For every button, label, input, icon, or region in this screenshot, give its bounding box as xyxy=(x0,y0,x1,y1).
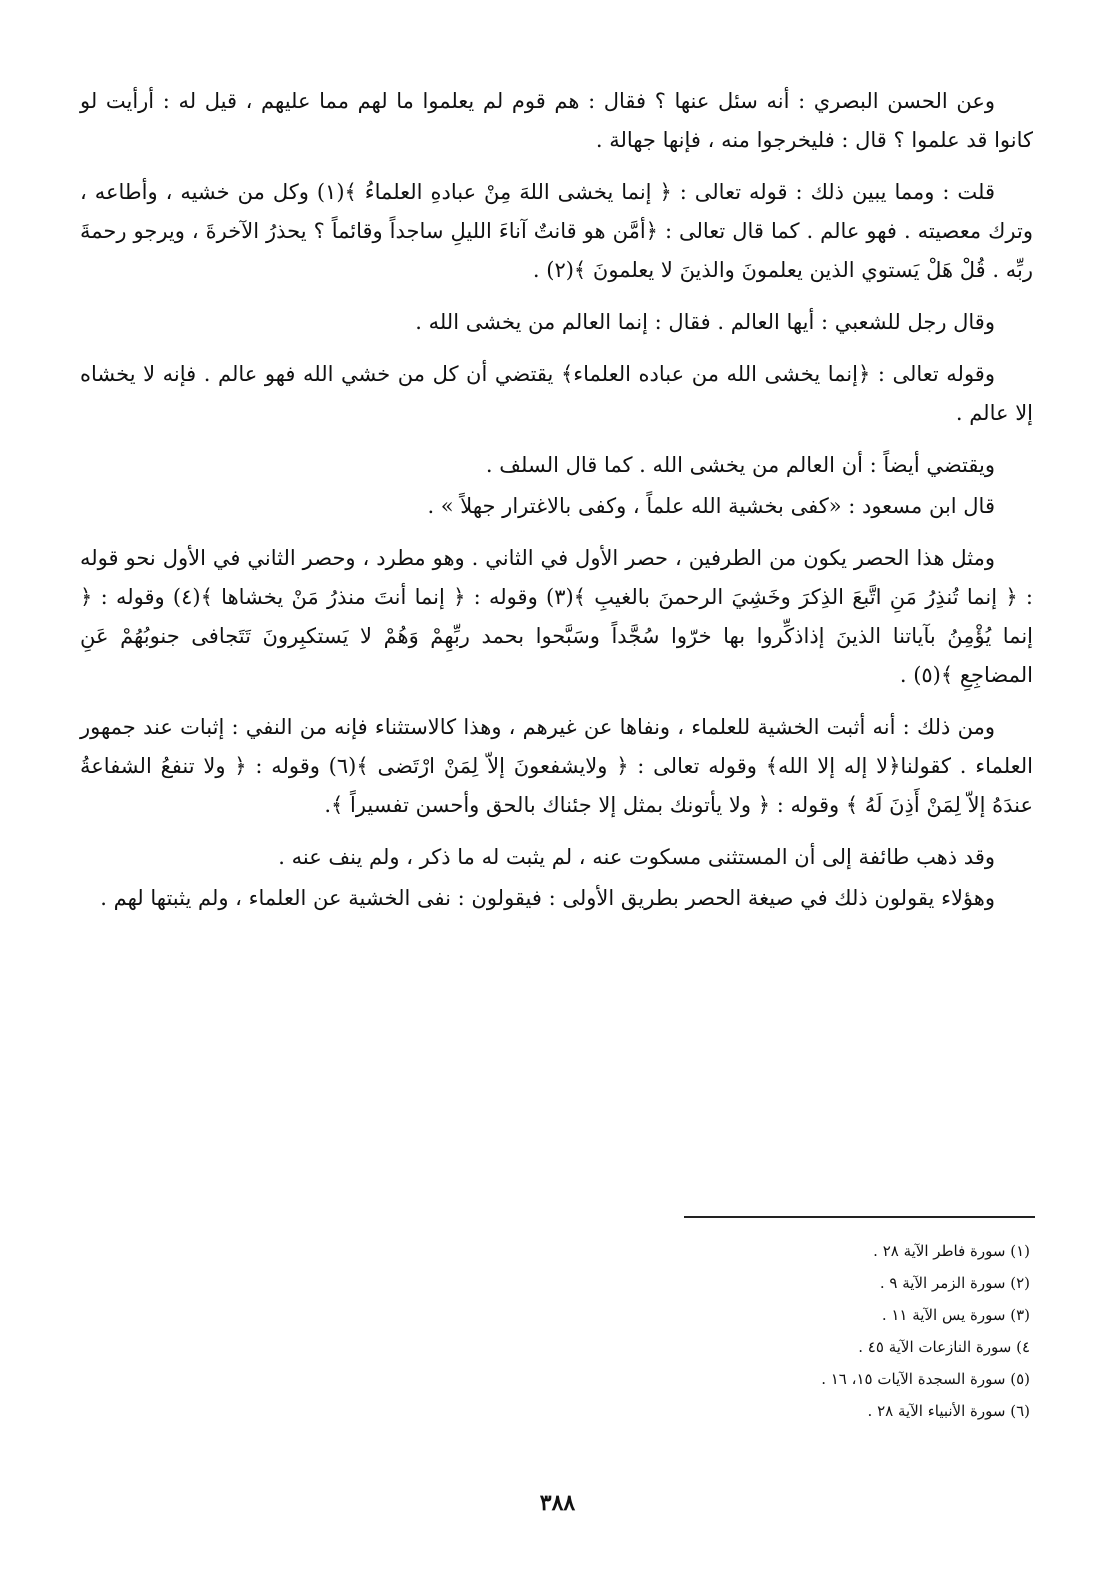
main-text xyxy=(80,82,1033,931)
paragraph-salaf: ويقتضي أيضاً : أن العالم من يخشى الله . كما قال السلف . xyxy=(485,453,995,477)
paragraph-khashya-verse: قلت : ومما يبين ذلك : قوله تعالى : ﴿ إنما يخشى اللهَ مِنْ عبادهِ العلماءُ ﴾(١) وكل من خشيه ، وأطاعه ، وترك معصيته . فهو عالم . كما قال تعالى : ﴿أمَّن هو قانتٌ آناءَ الليلِ ساجداً وقائماً ؟ يحذرُ الآخرةَ ، ويرجو رحمةَ ربِّه . قُلْ هَلْ يَستوي الذين يعلمونَ والذينَ لا يعلمونَ ﴾(٢) . xyxy=(80,180,1033,282)
paragraph-hasr-awla: وهؤلاء يقولون ذلك في صيغة الحصر بطريق الأولى : فيقولون : نفى الخشية عن العلماء ، ولم يثبتها لهم . xyxy=(100,886,995,910)
paragraph-ibn-masud: قال ابن مسعود : «كفى بخشية الله علماً ، وكفى بالاغترار جهلاً » . xyxy=(427,494,995,518)
footnote-item: (٥) سورة السجدة الآيات ١٥، ١٦ . xyxy=(821,1370,1030,1388)
paragraph-istithna: ومن ذلك : أنه أثبت الخشية للعلماء ، ونفاها عن غيرهم ، وهذا كالاستثناء فإنه من النفي : إثبات عند جمهور العلماء . كقولنا﴿لا إله إلا الله﴾ وقوله تعالى : ﴿ ولايشفعونَ إلاّ لِمَنْ ارْتَضى ﴾(٦) وقوله : ﴿ ولا تنفعُ الشفاعةُ عندَهُ إلاّ لِمَنْ أَذِنَ لَهُ ﴾ وقوله : ﴿ ولا يأتونك بمثل إلا جئناك بالحق وأحسن تفسيراً ﴾. xyxy=(80,715,1034,817)
footnote-divider xyxy=(684,1216,1035,1218)
paragraph-hasr-both-sides: ومثل هذا الحصر يكون من الطرفين ، حصر الأول في الثاني . وهو مطرد ، وحصر الثاني في الأول نحو قوله : ﴿ إنما تُنذِرُ مَنِ اتَّبعَ الذِكرَ وخَشِيَ الرحمنَ بالغيبِ ﴾(٣) وقوله : ﴿ إنما أنتَ منذرُ مَنْ يخشاها ﴾(٤) وقوله : ﴿ إنما يُؤْمِنُ بآياتنا الذينَ إذاذكِّروا بها خرّوا سُجَّداً وسَبَّحوا بحمد ربِّهِمْ وَهُمْ لا يَستكبِرونَ تَتَجافى جنوبُهُمْ عَنِ المضاجِعِ ﴾(٥) . xyxy=(80,546,1033,687)
book-page xyxy=(60,0,1055,1578)
footnote-item: (١) سورة فاطر الآية ٢٨ . xyxy=(873,1242,1030,1260)
footnote-item: (٢) سورة الزمر الآية ٩ . xyxy=(879,1274,1030,1292)
paragraph-hasan-basri: وعن الحسن البصري : أنه سئل عنها ؟ فقال : هم قوم لم يعلموا ما لهم مما عليهم ، قيل له : أرأيت لو كانوا قد علموا ؟ قال : فليخرجوا منه ، فإنها جهالة . xyxy=(80,89,1033,152)
footnotes-list xyxy=(580,1235,1030,1427)
footnote-item: ٤) سورة النازعات الآية ٤٥ . xyxy=(858,1338,1030,1356)
footnote-item: (٦) سورة الأنبياء الآية ٢٨ . xyxy=(867,1402,1030,1420)
paragraph-shabi: وقال رجل للشعبي : أيها العالم . فقال : إنما العالم من يخشى الله . xyxy=(415,310,995,334)
footnote-item: (٣) سورة يس الآية ١١ . xyxy=(881,1306,1030,1324)
page-number: ٣٨٨ xyxy=(539,1490,576,1516)
paragraph-verse-implication: وقوله تعالى : ﴿إنما يخشى الله من عباده العلماء﴾ يقتضي أن كل من خشي الله فهو عالم . فإنه لا يخشاه إلا عالم . xyxy=(80,362,1033,425)
paragraph-maskut-anhu: وقد ذهب طائفة إلى أن المستثنى مسكوت عنه ، لم يثبت له ما ذكر ، ولم ينف عنه . xyxy=(278,845,995,869)
